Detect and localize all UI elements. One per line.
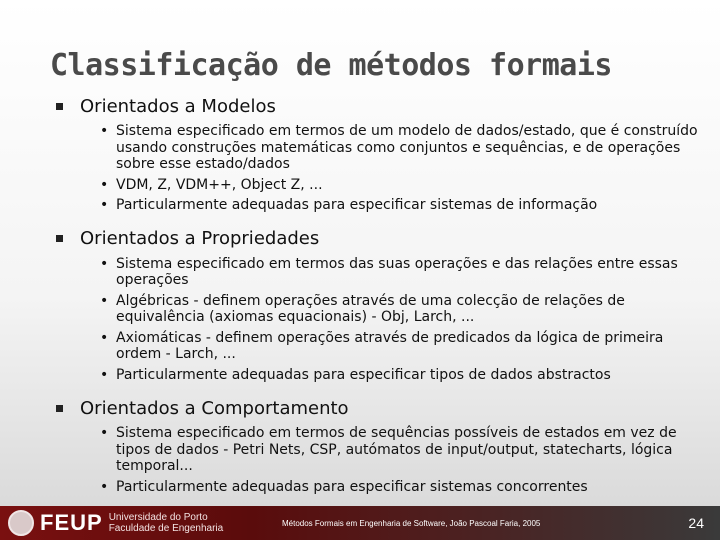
- page-number: 24: [688, 515, 704, 531]
- footer-credit: Métodos Formais em Engenharia de Software, João Pascoal Faria, 2005: [282, 518, 541, 528]
- section-heading-text: Orientados a Propriedades: [80, 228, 320, 249]
- list-item-text: Sistema especificado em termos de sequências possíveis de estados em vez de tipos de dados - Petri Nets, CSP, autómatos de input/output, statecharts, lógica temporal...: [116, 425, 677, 474]
- list-item: [100, 425, 700, 475]
- list-item: [100, 197, 700, 214]
- slide-content: [50, 93, 700, 507]
- bullet-icon: •: [100, 366, 109, 383]
- section-heading-text: Orientados a Modelos: [80, 95, 276, 117]
- bullet-icon: •: [100, 425, 109, 441]
- square-bullet-icon: [56, 235, 63, 242]
- bullet-icon: •: [100, 123, 109, 139]
- university-line-2: Faculdade de Engenharia: [108, 523, 224, 534]
- feup-logo: [0, 510, 270, 536]
- bullet-list: [50, 425, 700, 495]
- bullet-icon: •: [100, 478, 109, 495]
- section-heading-text: Orientados a Comportamento: [80, 397, 349, 419]
- list-item-text: VDM, Z, VDM++, Object Z, ...: [116, 176, 323, 193]
- list-item: [100, 330, 700, 363]
- logo-text: FEUP: [40, 510, 103, 535]
- university-name: [109, 512, 224, 534]
- bullet-icon: •: [100, 329, 109, 346]
- list-item-text: Particularmente adequadas para especificar tipos de dados abstractos: [116, 366, 611, 383]
- section-models: [50, 93, 700, 214]
- bullet-icon: •: [100, 176, 109, 193]
- list-item-text: Sistema especificado em termos das suas operações e das relações entre essas operações: [116, 255, 678, 288]
- list-item-text: Particularmente adequadas para especificar sistemas concorrentes: [116, 478, 588, 495]
- bullet-icon: •: [100, 255, 109, 272]
- list-item-text: Sistema especificado em termos de um modelo de dados/estado, que é construído usando construções matemáticas como conjuntos e sequências, e de operações sobre esse estado/dados: [116, 123, 698, 172]
- university-line-1: Universidade do Porto: [108, 512, 208, 523]
- list-item: [100, 479, 700, 496]
- list-item-text: Particularmente adequadas para especificar sistemas de informação: [116, 197, 598, 213]
- section-heading: [50, 93, 700, 119]
- square-bullet-icon: [56, 103, 63, 110]
- bullet-icon: •: [100, 197, 109, 213]
- section-properties: [50, 226, 700, 384]
- list-item: [100, 367, 700, 384]
- slide-title: Classificação de métodos formais: [50, 48, 612, 83]
- bullet-list: [50, 123, 700, 214]
- bullet-list: [50, 256, 700, 384]
- list-item-text: Algébricas - definem operações através de uma colecção de relações de equivalência (axiomas equacionais) - Obj, Larch, ...: [116, 292, 625, 325]
- slide-footer: [0, 506, 720, 540]
- section-behaviour: [50, 395, 700, 495]
- section-heading: [50, 226, 700, 252]
- list-item: [100, 177, 700, 194]
- list-item: [100, 293, 700, 326]
- bullet-icon: •: [100, 292, 109, 309]
- list-item: [100, 123, 700, 173]
- square-bullet-icon: [56, 405, 63, 412]
- section-heading: [50, 395, 700, 421]
- list-item: [100, 256, 700, 289]
- university-seal-icon: [8, 510, 34, 536]
- list-item-text: Axiomáticas - definem operações através de predicados da lógica de primeira ordem - Larch, ...: [116, 329, 664, 362]
